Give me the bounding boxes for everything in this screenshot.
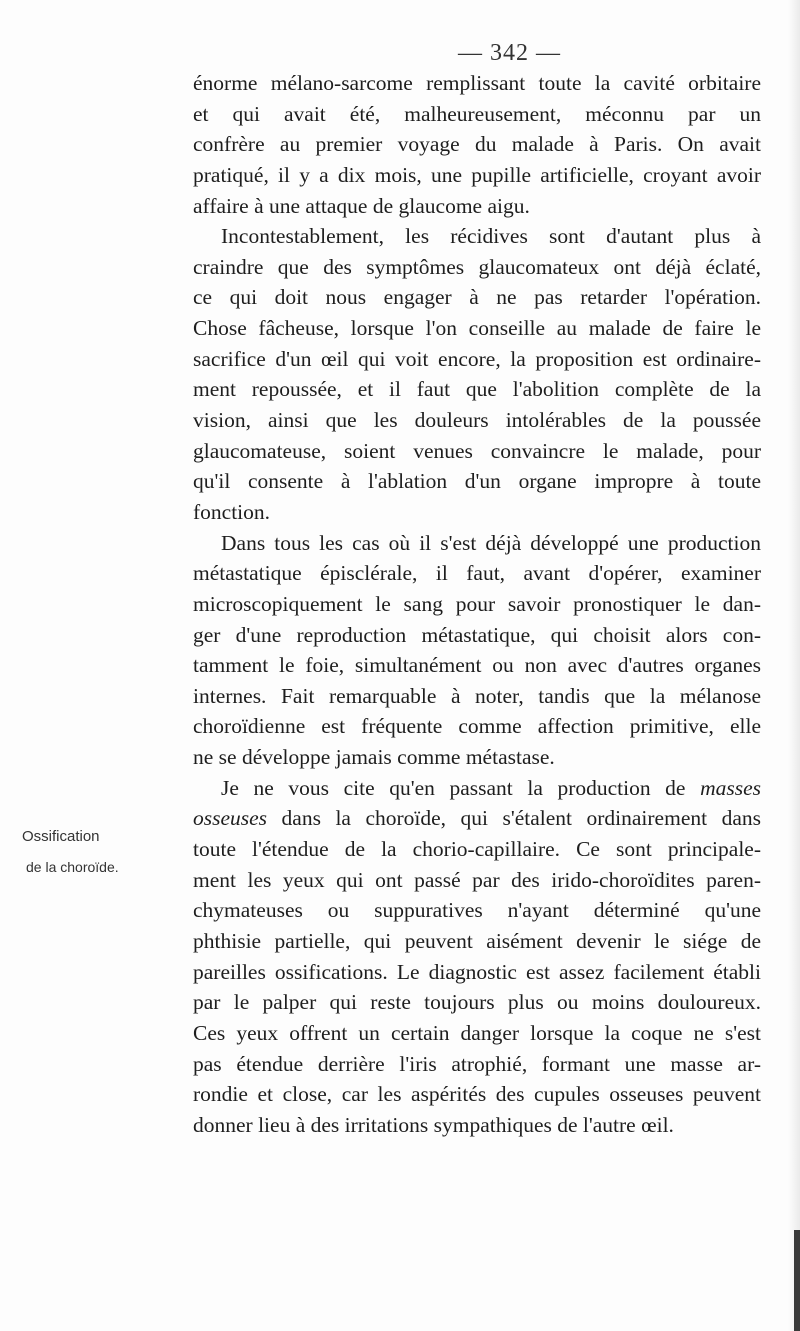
body-line: toute l'étendue de la chorio-capillaire. Ce sont principale- xyxy=(193,837,761,862)
body-line: métastatique épisclérale, il faut, avant d'opérer, examiner xyxy=(193,561,761,586)
body-line: ger d'une reproduction métastatique, qui choisit alors con- xyxy=(193,622,761,647)
body-line: osseuses dans la choroïde, qui s'étalent ordinairement dans xyxy=(193,806,761,831)
body-line: pas étendue derrière l'iris atrophié, formant une masse ar- xyxy=(193,1051,761,1076)
body-line: Dans tous les cas où il s'est déjà développé une production xyxy=(221,530,761,555)
body-text xyxy=(193,68,761,1140)
body-line: Je ne vous cite qu'en passant la production de masses xyxy=(221,775,761,800)
body-line: confrère au premier voyage du malade à Paris. On avait xyxy=(193,132,761,157)
page-edge-mark xyxy=(794,1230,800,1331)
margin-note-line-1: Ossification xyxy=(22,828,100,845)
body-line: sacrifice d'un œil qui voit encore, la proposition est ordinaire- xyxy=(193,346,761,371)
body-line: Ces yeux offrent un certain danger lorsque la coque ne s'est xyxy=(193,1020,761,1045)
body-line: fonction. xyxy=(193,499,271,524)
body-line: microscopiquement le sang pour savoir pronostiquer le dan- xyxy=(193,591,761,616)
body-line: phthisie partielle, qui peuvent aisément devenir le siége de xyxy=(193,928,761,953)
body-line: énorme mélano-sarcome remplissant toute la cavité orbitaire xyxy=(193,71,761,95)
page-edge-shadow xyxy=(788,0,800,1331)
body-line: pareilles ossifications. Le diagnostic est assez facilement établi xyxy=(193,959,761,984)
body-line: choroïdienne est fréquente comme affection primitive, elle xyxy=(193,714,761,739)
page-number: — 342 — xyxy=(458,40,561,66)
body-line: donner lieu à des irritations sympathiques de l'autre œil. xyxy=(193,1112,674,1137)
body-line: tamment le foie, simultanément ou non avec d'autres organes xyxy=(193,653,761,678)
body-line: glaucomateuse, soient venues convaincre le malade, pour xyxy=(193,438,761,463)
body-line: par le palper qui reste toujours plus ou moins douloureux. xyxy=(193,990,761,1015)
body-line: vision, ainsi que les douleurs intolérables de la poussée xyxy=(193,408,761,433)
margin-note xyxy=(22,822,152,882)
body-line: Incontestablement, les récidives sont d'autant plus à xyxy=(221,224,761,249)
body-line: et qui avait été, malheureusement, méconnu par un xyxy=(193,101,761,126)
margin-note-line-2: de la choroïde. xyxy=(26,859,119,875)
body-line: Chose fâcheuse, lorsque l'on conseille au malade de faire le xyxy=(193,316,761,341)
body-line: affaire à une attaque de glaucome aigu. xyxy=(193,193,530,218)
body-line: qu'il consente à l'ablation d'un organe impropre à toute xyxy=(193,469,761,494)
body-line: pratiqué, il y a dix mois, une pupille artificielle, croyant avoir xyxy=(193,162,761,187)
body-line: ce qui doit nous engager à ne pas retarder l'opération. xyxy=(193,285,761,310)
body-line: internes. Fait remarquable à noter, tandis que la mélanose xyxy=(193,683,761,708)
body-line: craindre que des symptômes glaucomateux ont déjà éclaté, xyxy=(193,254,761,279)
body-line: ne se développe jamais comme métastase. xyxy=(193,745,555,770)
body-line: ment repoussée, et il faut que l'abolition complète de la xyxy=(193,377,761,402)
body-line: chymateuses ou suppuratives n'ayant déterminé qu'une xyxy=(193,898,761,923)
body-line: ment les yeux qui ont passé par des irido-choroïdites paren- xyxy=(193,867,761,892)
body-line: rondie et close, car les aspérités des cupules osseuses peuvent xyxy=(193,1082,761,1107)
